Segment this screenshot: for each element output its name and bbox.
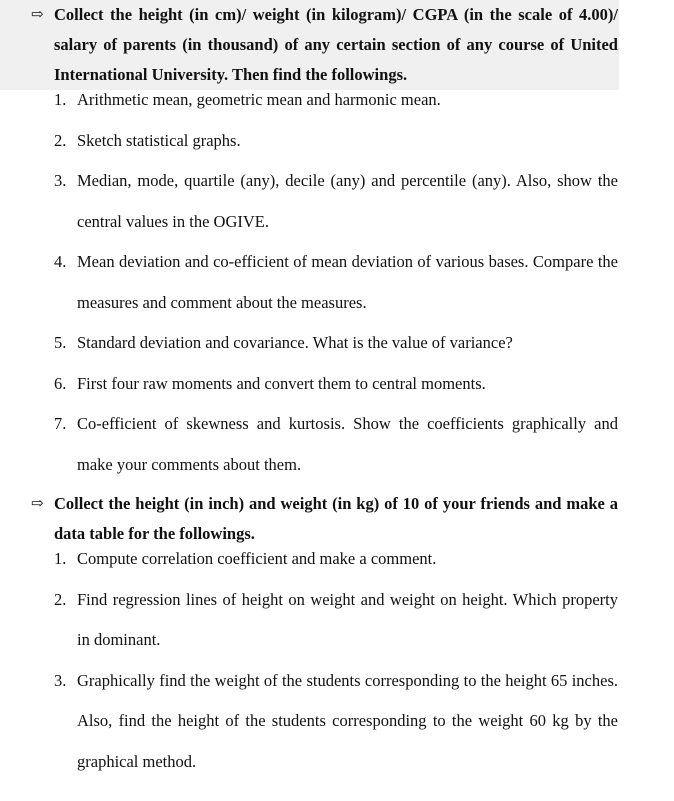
item-number: 6. — [54, 373, 67, 393]
item-number: 1. — [54, 549, 67, 568]
list-item — [0, 364, 674, 405]
item-text: Find regression lines of height on weight and weight on height. Which property in dominant. — [77, 589, 618, 649]
item-number: 7. — [54, 414, 67, 433]
item-text: First four raw moments and convert them to central moments. — [77, 373, 486, 393]
list-item — [0, 404, 674, 485]
item-number: 3. — [54, 171, 67, 190]
list-item — [0, 539, 674, 580]
arrow-icon: ⇨ — [31, 496, 44, 512]
item-text: Median, mode, quartile (any), decile (any) and percentile (any). Also, show the central values in the OGIVE. — [77, 171, 618, 231]
item-number: 5. — [54, 333, 67, 352]
item-text: Standard deviation and covariance. What is the value of variance? — [77, 333, 513, 352]
item-text: Mean deviation and co-efficient of mean deviation of various bases. Compare the measures and comment about the measures. — [77, 252, 618, 312]
list-item — [0, 80, 674, 121]
item-number: 1. — [54, 90, 67, 109]
arrow-icon: ⇨ — [31, 7, 44, 23]
item-number: 2. — [54, 589, 67, 609]
list-item — [0, 323, 674, 364]
list-item — [0, 661, 674, 783]
item-number: 3. — [54, 670, 67, 690]
item-text: Graphically find the weight of the students corresponding to the height 65 inches. Also, find the height of the students corresponding to the weight 60 kg by the graphical method. — [77, 670, 618, 771]
task-2 — [0, 489, 674, 782]
task-2-list — [0, 539, 674, 782]
list-item — [0, 121, 674, 162]
item-text: Co-efficient of skewness and kurtosis. Show the coefficients graphically and make your comments about them. — [77, 414, 618, 474]
list-item — [0, 242, 674, 323]
task-1-heading-text: Collect the height (in cm)/ weight (in kilogram)/ CGPA (in the scale of 4.00)/ salary of parents (in thousand) of any certain section of any course of United International University. Then find the followings. — [54, 5, 618, 84]
task-1-list — [0, 80, 674, 485]
item-text: Compute correlation coefficient and make a comment. — [77, 549, 437, 568]
list-item — [0, 161, 674, 242]
task-2-heading-text: Collect the height (in inch) and weight (in kg) of 10 of your friends and make a data table for the followings. — [54, 494, 618, 543]
item-number: 4. — [54, 252, 67, 271]
task-1-heading — [0, 0, 619, 90]
item-number: 2. — [54, 130, 67, 150]
list-item — [0, 580, 674, 661]
item-text: Sketch statistical graphs. — [77, 130, 241, 150]
item-text: Arithmetic mean, geometric mean and harmonic mean. — [77, 90, 441, 109]
